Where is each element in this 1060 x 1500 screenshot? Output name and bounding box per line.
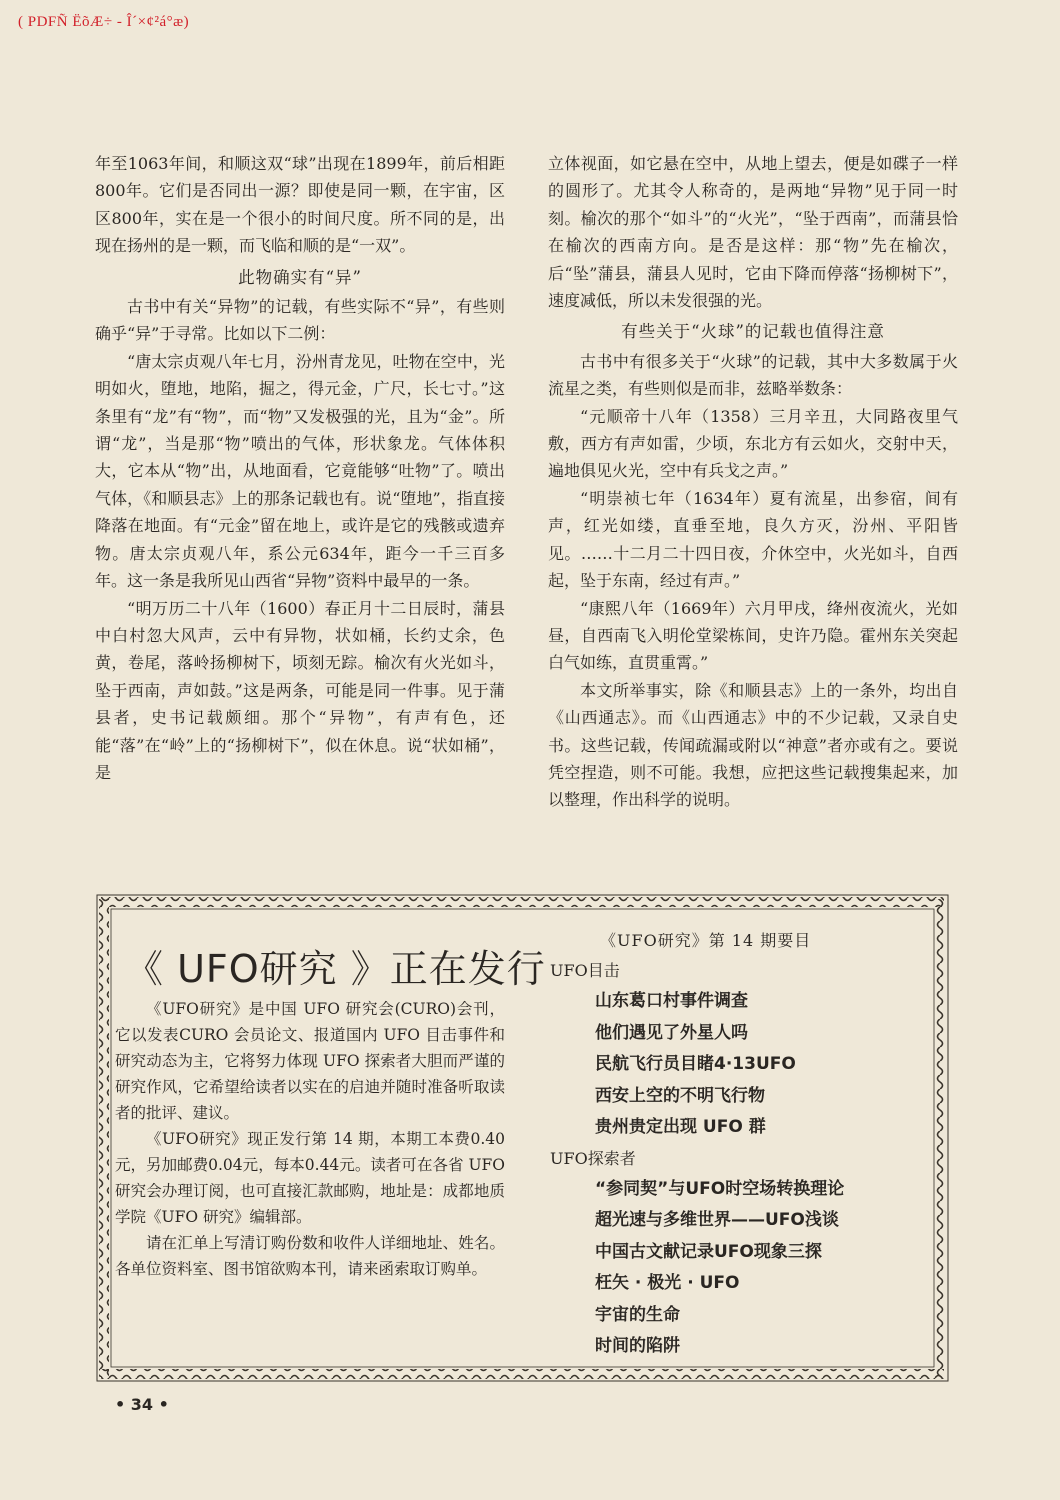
toc-item: 山东葛口村事件调查 — [595, 991, 748, 1011]
toc-item: 枉矢 · 极光 · UFO — [595, 1273, 740, 1293]
page-number: • 34 • — [115, 1395, 169, 1414]
paragraph: “唐太宗贞观八年七月，汾州青龙见，吐物在空中，光明如火，堕地，地陷，掘之，得元金，广尺，长七寸。”这条里有“龙”有“物”，而“物”又发极强的光，且为“金”。所谓“龙”，当是那“物”喷出的气体，形状象龙。气体体积大，它本从“物”出，从地面看，它竟能够“吐物”了。喷出气体，《和顺县志》上的那条记载也有。说“堕地”，指直接降落在地面。有“元金”留在地上，或许是它的残骸或遗弃物。唐太宗贞观八年，系公元634年，距今一千三百多年。这一条是我所见山西省“异物”资料中最早的一条。 — [95, 351, 505, 591]
paragraph: 《UFO研究》是中国 UFO 研究会(CURO)会刊，它以发表CURO 会员论文、报道国内 UFO 目击事件和研究动态为主，它将努力体现 UFO 探索者大胆而严谨的研究作风，它希望给读者以实在的启迪并随时准备听取读者的批评、建议。 — [115, 1000, 505, 1122]
toc-item: 民航飞行员目睹4·13UFO — [595, 1054, 796, 1074]
toc-item: 贵州贵定出现 UFO 群 — [595, 1117, 766, 1137]
paragraph: 立体视面，如它悬在空中，从地上望去，便是如碟子一样的圆形了。尤其令人称奇的，是两地“异物”见于同一时刻。榆次的那个“如斗”的“火光”，“坠于西南”，而蒲县恰在榆次的西南方向。是否是这样：那“物”先在榆次，后“坠”蒲县，蒲县人见时，它由下降而停落“扬柳树下”，速度减低，所以未发很强的光。 — [548, 154, 958, 311]
paragraph: 《UFO研究》现正发行第 14 期，本期工本费0.40元，另加邮费0.04元，每本0.44元。读者可在各省 UFO 研究会办理订阅，也可直接汇款邮购，地址是：成都地质学院《UFO 研究》编辑部。 — [115, 1130, 505, 1226]
paragraph: 年至1063年间，和顺这双“球”出现在1899年，前后相距800年。它们是否同出一源？即使是同一颗，在宇宙，区区800年，实在是一个很小的时间尺度。所不同的是，出现在扬州的是一颗，而飞临和顺的是“一双”。 — [95, 154, 505, 256]
section-heading: 有些关于“火球”的记载也值得注意 — [621, 322, 885, 342]
toc-section-label: UFO目击 — [550, 961, 620, 980]
toc-item: 他们遇见了外星人吗 — [595, 1022, 748, 1043]
toc-item: “参同契”与UFO时空场转换理论 — [595, 1178, 845, 1199]
paragraph: “元顺帝十八年（1358）三月辛丑，大同路夜里气敷，西方有声如雷，少顷，东北方有云如火，交射中天，遍地俱见火光，空中有兵戈之声。” — [548, 406, 958, 481]
paragraph: “明万历二十八年（1600）春正月十二日辰时，蒲县中白村忽大风声，云中有异物，状如桶，长约丈余，色黄，卷尾，落岭扬柳树下，顷刻无踪。榆次有火光如斗，坠于西南，声如鼓。”这是两条，可能是同一件事。见于蒲县者，史书记载颇细。那个“异物”，有声有色，还能“落”在“岭”上的“扬柳树下”，似在休息。说“状如桶”，是 — [95, 598, 505, 782]
toc-item: 宇宙的生命 — [595, 1304, 680, 1325]
toc-item: 西安上空的不明飞行物 — [595, 1085, 765, 1106]
paragraph: 古书中有关“异物”的记载，有些实际不“异”，有些则确乎“异”于寻常。比如以下二例： — [95, 297, 505, 344]
right-column — [548, 150, 958, 814]
ad-title: 《 UFO研究 》正在发行 — [125, 947, 546, 991]
toc-item: 超光速与多维世界——UFO浅谈 — [595, 1210, 839, 1230]
header-watermark: ( PDFÑ ËõÆ÷ - Î´×¢²á°æ) — [18, 14, 190, 30]
section-heading: 此物确实有“异” — [238, 267, 362, 287]
toc-item: 中国古文献记录UFO现象三探 — [595, 1241, 822, 1262]
paragraph: 古书中有很多关于“火球”的记载，其中大多数属于火流星之类，有些则似是而非，兹略举数条： — [548, 351, 958, 399]
ad-box — [95, 893, 950, 1383]
toc-title: 《UFO研究》第 14 期要目 — [600, 931, 812, 950]
paragraph: 本文所举事实，除《和顺县志》上的一条外，均出自《山西通志》。而《山西通志》中的不少记载，又录自史书。这些记载，传闻疏漏或附以“神意”者亦或有之。要说凭空捏造，则不可能。我想，应把这些记载搜集起来，加以整理，作出科学的说明。 — [548, 680, 958, 810]
paragraph: 请在汇单上写清订购份数和收件人详细地址、姓名。各单位资料室、图书馆欲购本刊，请来函索取订购单。 — [115, 1234, 505, 1278]
left-column — [95, 150, 505, 786]
ad-body — [115, 996, 505, 1282]
toc-item: 时间的陷阱 — [595, 1336, 680, 1356]
paragraph: “明崇祯七年（1634年）夏有流星，出参宿，间有声，红光如缕，直垂至地，良久方灭，汾州、平阳皆见。……十二月二十四日夜，介休空中，火光如斗，自西起，坠于东南，经过有声。” — [548, 488, 958, 591]
table-of-contents — [550, 926, 940, 1363]
toc-section-label: UFO探索者 — [550, 1148, 636, 1168]
paragraph: “康熙八年（1669年）六月甲戌，绛州夜流火，光如昼，自西南飞入明伦堂梁栋间，史许乃隐。霍州东关突起白气如练，直贯重霄。” — [548, 598, 958, 673]
